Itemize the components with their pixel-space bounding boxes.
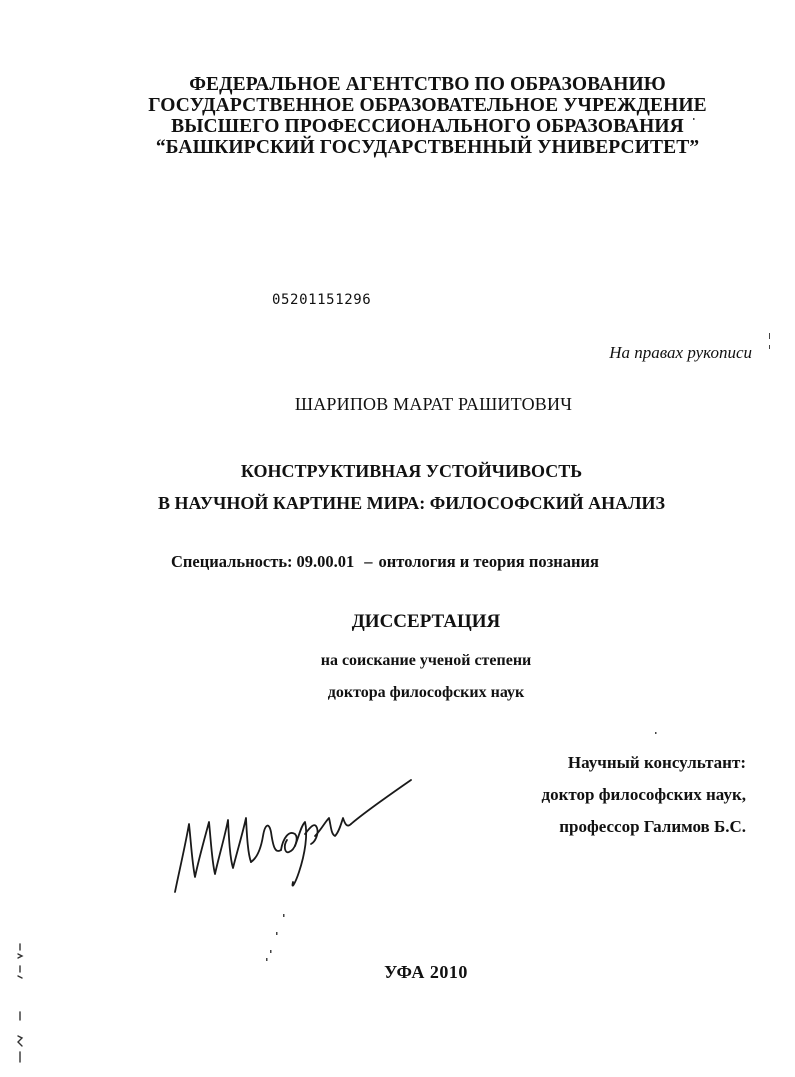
degree-line-1: на соискание ученой степени [320,652,532,669]
document-type: ДИССЕРТАЦИЯ [351,611,501,632]
specialty-label: Специальность: [171,552,293,571]
consultant-line-1: Научный консультант: [567,753,746,772]
title-line-2: В НАУЧНОЙ КАРТИНЕ МИРА: ФИЛОСОФСКИЙ АНАЛИЗ [157,493,666,513]
document-number: 05201151296 [272,292,372,308]
header-line-2: ГОСУДАРСТВЕННОЕ ОБРАЗОВАТЕЛЬНОЕ УЧРЕЖДЕНИЕ [148,95,707,116]
specialty-dash: – [364,552,373,571]
header-line-4: “БАШКИРСКИЙ ГОСУДАРСТВЕННЫЙ УНИВЕРСИТЕТ” [155,137,700,158]
author-name: ШАРИПОВ МАРАТ РАШИТОВИЧ [294,394,573,414]
city-and-year: УФА 2010 [384,962,468,982]
specialty-code: 09.00.01 [296,552,355,571]
consultant-line-2: доктор философских наук, [541,785,746,804]
specialty-name: онтология и теория познания [378,552,599,571]
degree-line-2: доктора философских наук [327,684,525,701]
title-line-1: КОНСТРУКТИВНАЯ УСТОЙЧИВОСТЬ [240,461,583,481]
consultant-line-3: профессор Галимов Б.С. [559,817,746,836]
manuscript-note: На правах рукописи [609,343,752,362]
header-line-3: ВЫСШЕГО ПРОФЕССИОНАЛЬНОГО ОБРАЗОВАНИЯ [171,116,684,137]
header-line-1: ФЕДЕРАЛЬНОЕ АГЕНТСТВО ПО ОБРАЗОВАНИЮ [189,74,666,95]
